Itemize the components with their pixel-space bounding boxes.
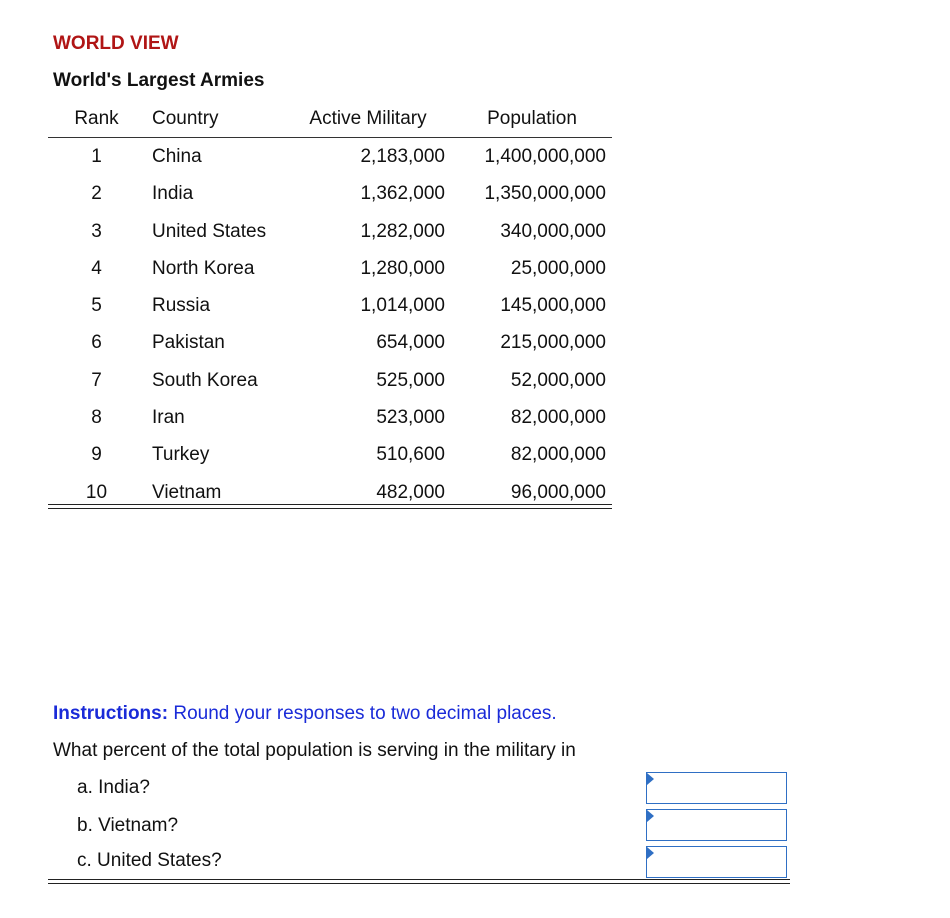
header-population: Population	[487, 108, 577, 129]
table-row	[48, 324, 612, 361]
cell-population: 145,000,000	[500, 295, 606, 317]
cell-rank: 9	[91, 444, 102, 466]
table-row	[48, 287, 612, 324]
cell-country: Russia	[152, 295, 211, 317]
table-row	[48, 250, 612, 287]
cell-rank: 3	[91, 220, 102, 242]
header-active-military: Active Military	[309, 108, 427, 129]
table-row	[48, 175, 612, 212]
answer-input-united-states[interactable]	[646, 846, 787, 878]
cell-rank: 5	[91, 295, 102, 317]
cell-active-military: 482,000	[376, 481, 445, 503]
cell-active-military: 1,362,000	[360, 183, 445, 205]
cell-country: India	[152, 183, 194, 205]
cell-country: Pakistan	[152, 332, 225, 354]
header-rank: Rank	[74, 108, 119, 129]
cell-rank: 4	[91, 257, 102, 279]
table-title: World's Largest Armies	[53, 70, 265, 91]
answer-input-india[interactable]	[646, 772, 787, 804]
cell-country: South Korea	[152, 369, 258, 391]
question-item-a: a. India?	[77, 777, 150, 798]
table-row	[48, 436, 612, 473]
cell-rank: 1	[91, 146, 102, 167]
section-title: WORLD VIEW	[53, 33, 179, 54]
input-marker-icon	[647, 810, 654, 822]
instructions	[53, 703, 557, 725]
input-marker-icon	[647, 773, 654, 785]
cell-population: 52,000,000	[510, 369, 606, 391]
cell-population: 1,400,000,000	[484, 146, 606, 167]
cell-rank: 2	[91, 183, 102, 205]
cell-population: 215,000,000	[500, 332, 606, 354]
cell-rank: 8	[91, 407, 102, 429]
cell-active-military: 525,000	[376, 369, 445, 391]
cell-active-military: 1,282,000	[360, 220, 445, 242]
instructions-label: Instructions:	[53, 703, 169, 724]
question-item-c: c. United States?	[77, 850, 222, 871]
cell-country: United States	[152, 220, 267, 242]
table-bottom-rule	[48, 504, 612, 509]
cell-rank: 10	[85, 481, 108, 503]
cell-rank: 6	[91, 332, 102, 354]
header-country: Country	[152, 108, 219, 129]
cell-country: Iran	[152, 407, 185, 429]
cell-active-military: 1,280,000	[360, 257, 445, 279]
cell-country: China	[152, 146, 202, 167]
answer-input-vietnam[interactable]	[646, 809, 787, 841]
question-prompt: What percent of the total population is serving in the military in	[53, 740, 576, 761]
cell-country: North Korea	[152, 257, 255, 279]
cell-active-military: 654,000	[376, 332, 445, 354]
cell-country: Vietnam	[152, 481, 222, 503]
input-marker-icon	[647, 847, 654, 859]
cell-active-military: 510,600	[376, 444, 445, 466]
cell-active-military: 1,014,000	[360, 295, 445, 317]
question-item-b: b. Vietnam?	[77, 815, 179, 836]
table-row	[48, 138, 612, 175]
question-bottom-rule	[48, 879, 790, 884]
cell-country: Turkey	[152, 444, 210, 466]
cell-active-military: 2,183,000	[360, 146, 445, 167]
cell-population: 82,000,000	[510, 444, 606, 466]
cell-rank: 7	[91, 369, 102, 391]
table-header-row	[48, 100, 612, 138]
cell-active-military: 523,000	[376, 407, 445, 429]
table-row	[48, 399, 612, 436]
cell-population: 82,000,000	[510, 407, 606, 429]
armies-table	[48, 100, 612, 511]
cell-population: 25,000,000	[510, 257, 606, 279]
table-row	[48, 362, 612, 399]
cell-population: 340,000,000	[500, 220, 606, 242]
instructions-text: Round your responses to two decimal places.	[173, 703, 557, 724]
cell-population: 1,350,000,000	[484, 183, 606, 205]
cell-population: 96,000,000	[510, 481, 606, 503]
table-row	[48, 213, 612, 250]
